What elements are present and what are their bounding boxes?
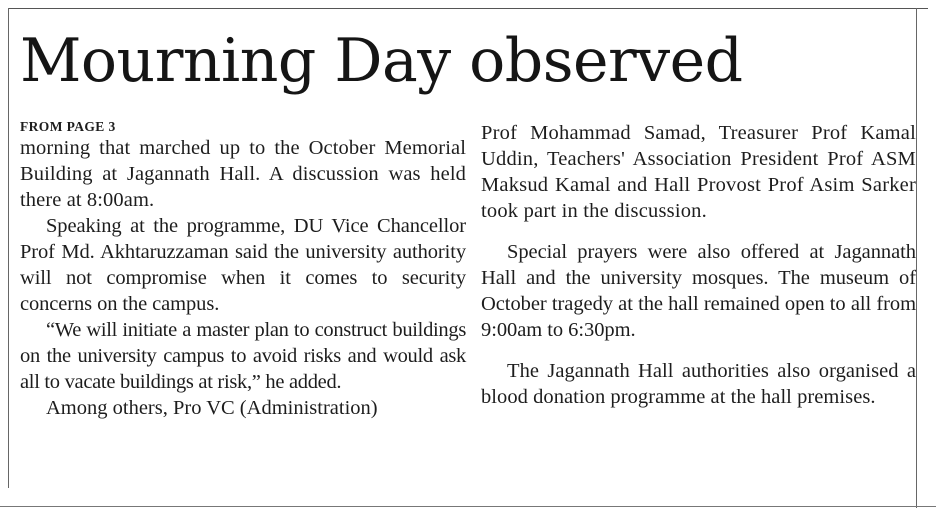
paragraph: “We will initiate a master plan to construct buildings on the university campus to avoid risks and would ask all to vacate buildings at risk,” he added.: [20, 319, 466, 393]
paragraph: Among others, Pro VC (Administration): [46, 397, 378, 419]
article-column-right: [481, 120, 916, 410]
bottom-border-rule: [0, 506, 936, 507]
right-border-rule: [916, 8, 917, 508]
paragraph: Speaking at the programme, DU Vice Chancellor Prof Md. Akhtaruzzaman said the university authority will not compromise when it comes to security concerns on the campus.: [20, 215, 466, 315]
left-border-rule: [8, 8, 9, 488]
article-column-left: [20, 120, 466, 421]
article-headline: Mourning Day observed: [20, 26, 743, 96]
paragraph: morning that marched up to the October Memorial Building at Jagannath Hall. A discussion was held there at 8:00am.: [20, 137, 466, 211]
paragraph: The Jagannath Hall authorities also organised a blood donation programme at the hall premises.: [481, 360, 916, 408]
jump-line: FROM PAGE 3: [20, 119, 116, 134]
top-border-rule: [8, 8, 928, 9]
paragraph: Prof Mohammad Samad, Treasurer Prof Kamal Uddin, Teachers' Association President Prof ASM Maksud Kamal and Hall Provost Prof Asim Sarker took part in the discussion.: [481, 122, 916, 222]
paragraph: Special prayers were also offered at Jagannath Hall and the university mosques. The museum of October tragedy at the hall remained open to all from 9:00am to 6:30pm.: [481, 241, 916, 341]
